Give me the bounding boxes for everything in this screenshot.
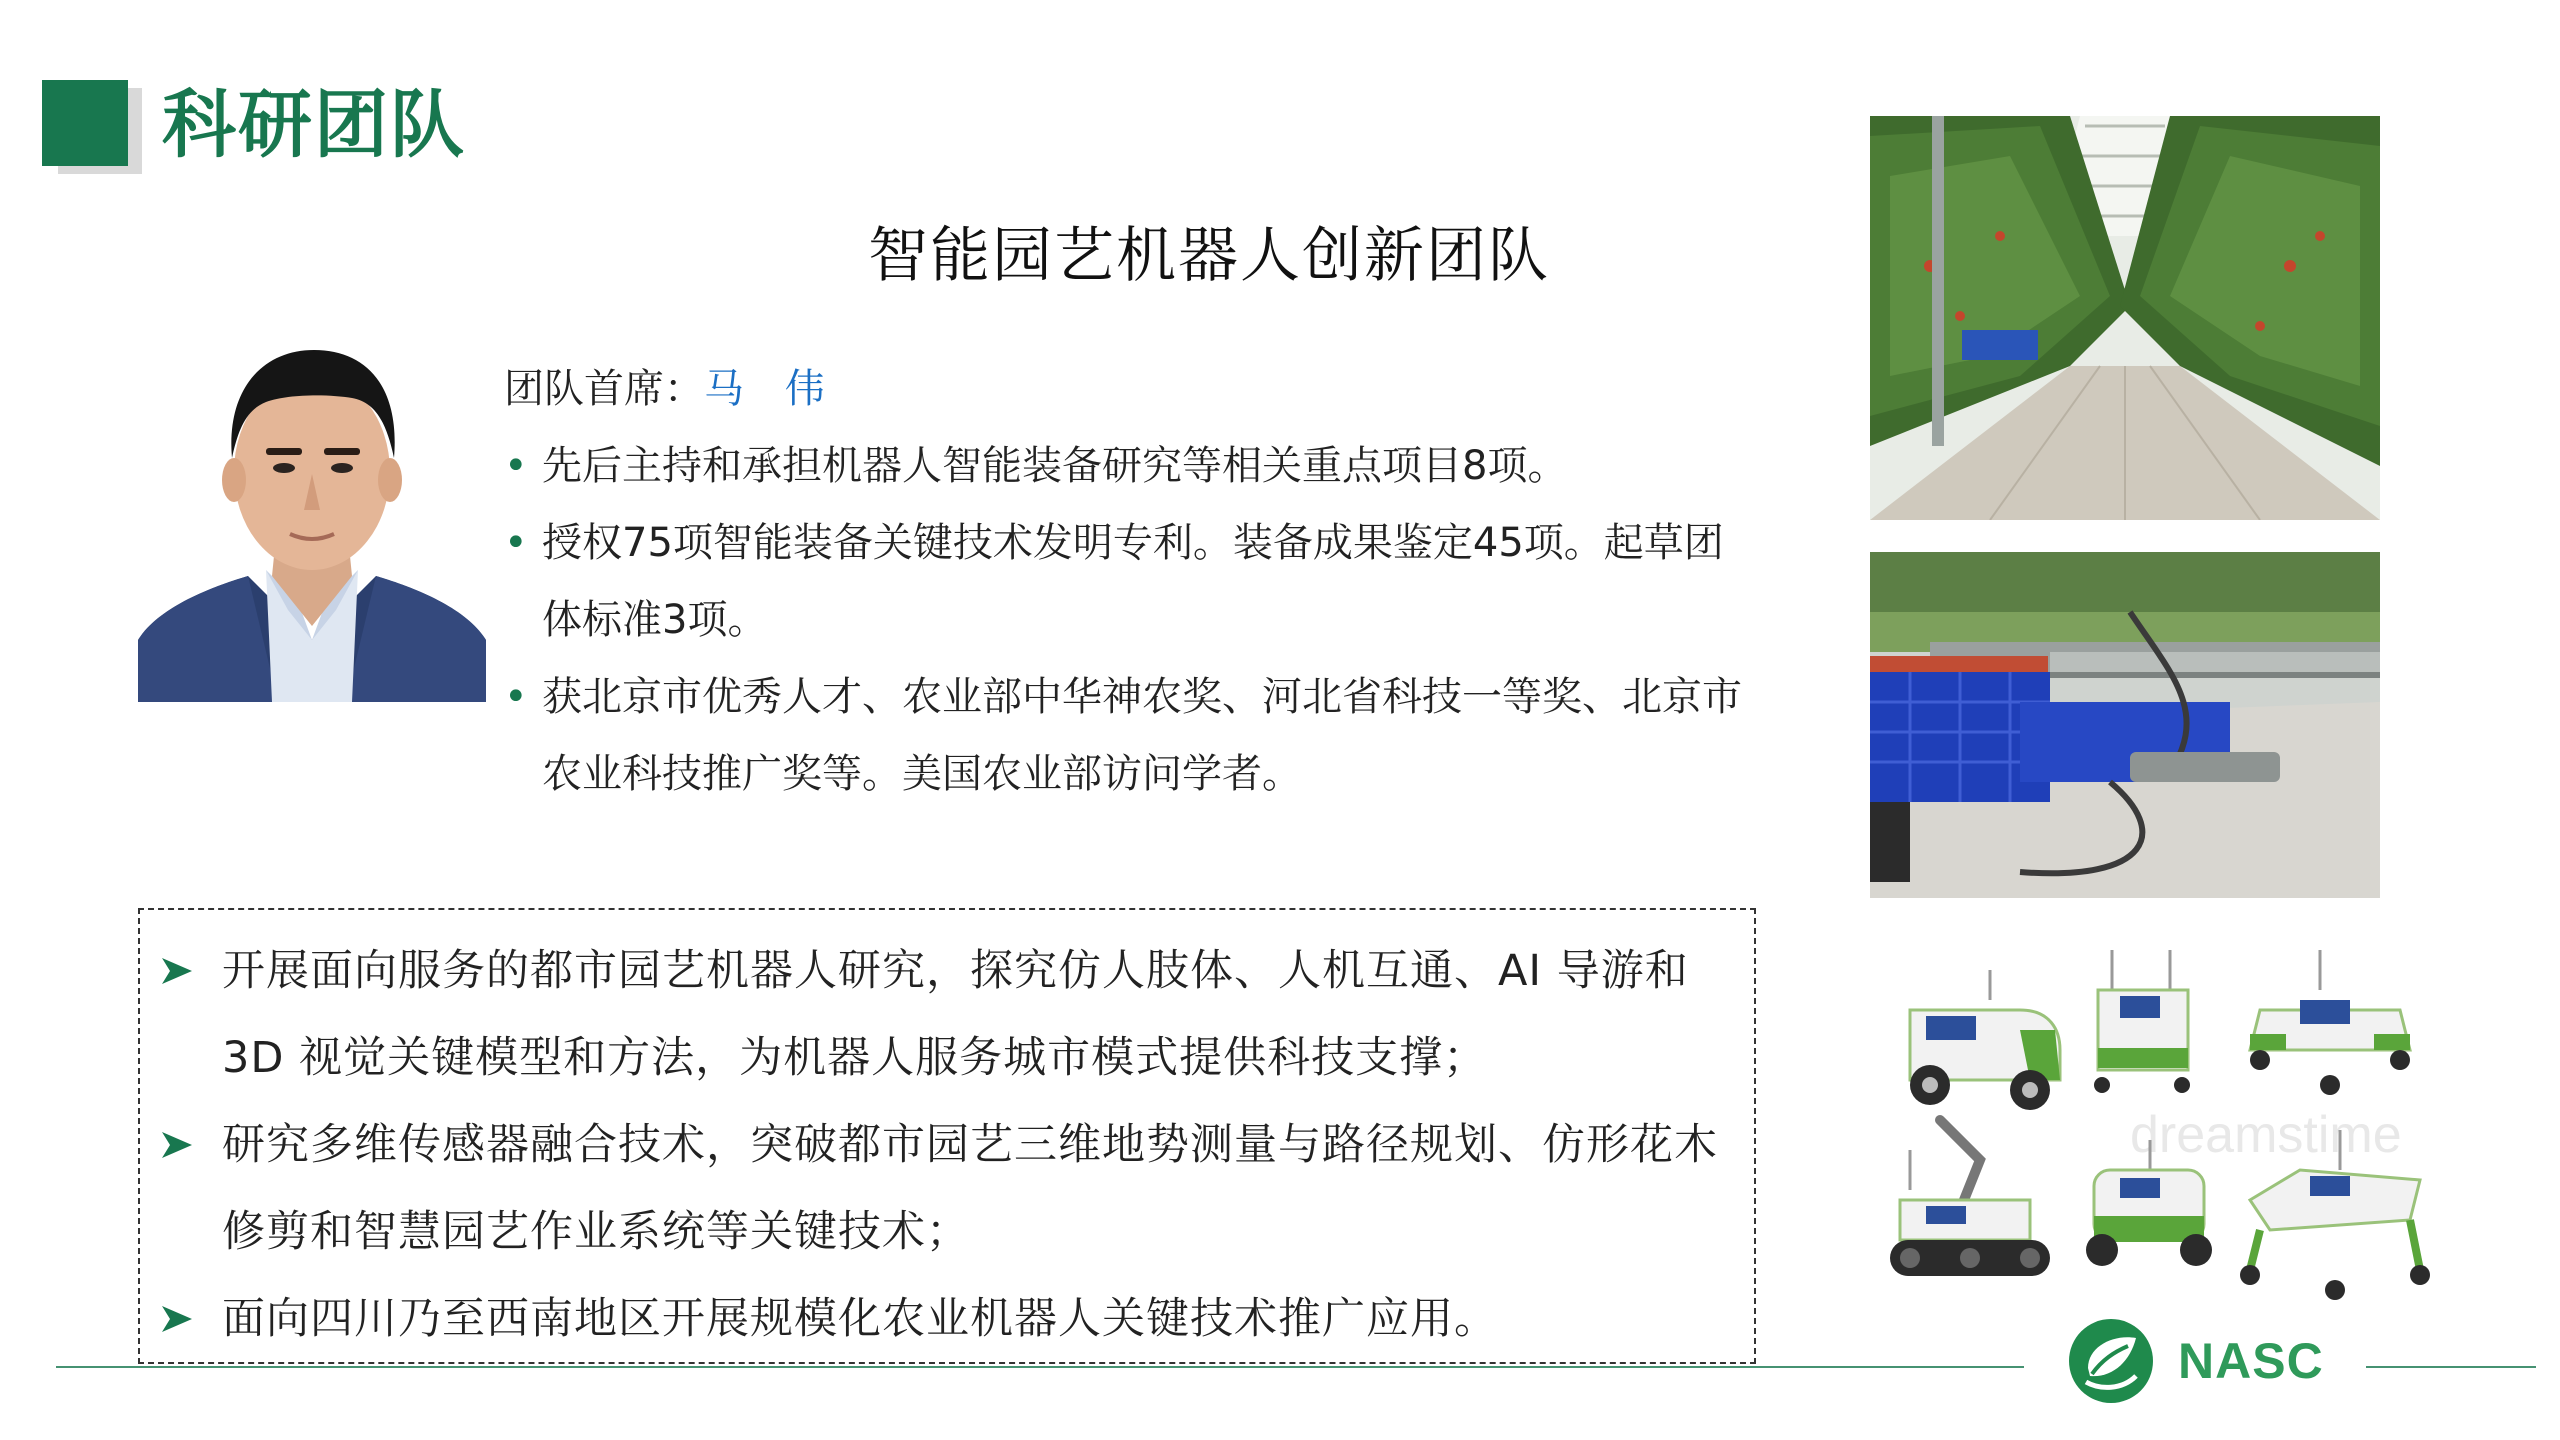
team-title: 智能园艺机器人创新团队 xyxy=(868,221,1550,291)
robot-icon xyxy=(1890,1120,2050,1276)
svg-text:dreamstime: dreamstime xyxy=(2130,1106,2402,1164)
leader-label: 团队首席： xyxy=(504,366,704,412)
header-square xyxy=(42,80,128,166)
robot-icon xyxy=(2250,950,2410,1095)
arrow-bullet-icon xyxy=(160,1128,194,1162)
bullet-dot-icon: • xyxy=(504,674,528,720)
bullet-dot-icon: • xyxy=(504,520,528,566)
team-leader-line xyxy=(504,360,839,418)
footer-divider-right xyxy=(2366,1366,2536,1368)
achievement-list xyxy=(504,428,1764,813)
robot-illustrations xyxy=(1880,930,2440,1310)
focus-item: 开展面向服务的都市园艺机器人研究，探究仿人肢体、人机互通、AI 导游和 3D 视觉关键模型和方法，为机器人服务城市模式提供科技支撑； xyxy=(160,928,1750,1102)
arrow-bullet-icon xyxy=(160,1302,194,1336)
achievement-item: • 授权75项智能装备关键技术发明专利。装备成果鉴定45项。起草团体标准3项。 xyxy=(504,505,1752,659)
focus-item: 研究多维传感器融合技术，突破都市园艺三维地势测量与路径规划、仿形花木修剪和智慧园艺作业系统等关键技术； xyxy=(160,1102,1750,1276)
nasc-logo-icon xyxy=(2066,1316,2156,1406)
leader-name: 马 伟 xyxy=(704,366,839,412)
robot-icon xyxy=(2094,950,2190,1093)
leader-portrait xyxy=(138,340,486,702)
robot-icon xyxy=(1910,970,2060,1110)
focus-item: 面向四川乃至西南地区开展规模化农业机器人关键技术推广应用。 xyxy=(160,1276,1750,1363)
research-focus-list xyxy=(160,928,1750,1363)
bullet-dot-icon: • xyxy=(504,443,528,489)
achievement-item: • 先后主持和承担机器人智能装备研究等相关重点项目8项。 xyxy=(504,428,1764,505)
page-title: 科研团队 xyxy=(162,82,466,168)
nasc-logo-text: NASC xyxy=(2178,1333,2324,1389)
footer-divider-left xyxy=(56,1366,2024,1368)
achievement-item: • 获北京市优秀人才、农业部中华神农奖、河北省科技一等奖、北京市农业科技推广奖等。美国农业部访问学者。 xyxy=(504,659,1752,813)
greenhouse-aisle-photo xyxy=(1870,116,2380,520)
arrow-bullet-icon xyxy=(160,954,194,988)
greenhouse-robot-cart-photo xyxy=(1870,552,2380,898)
